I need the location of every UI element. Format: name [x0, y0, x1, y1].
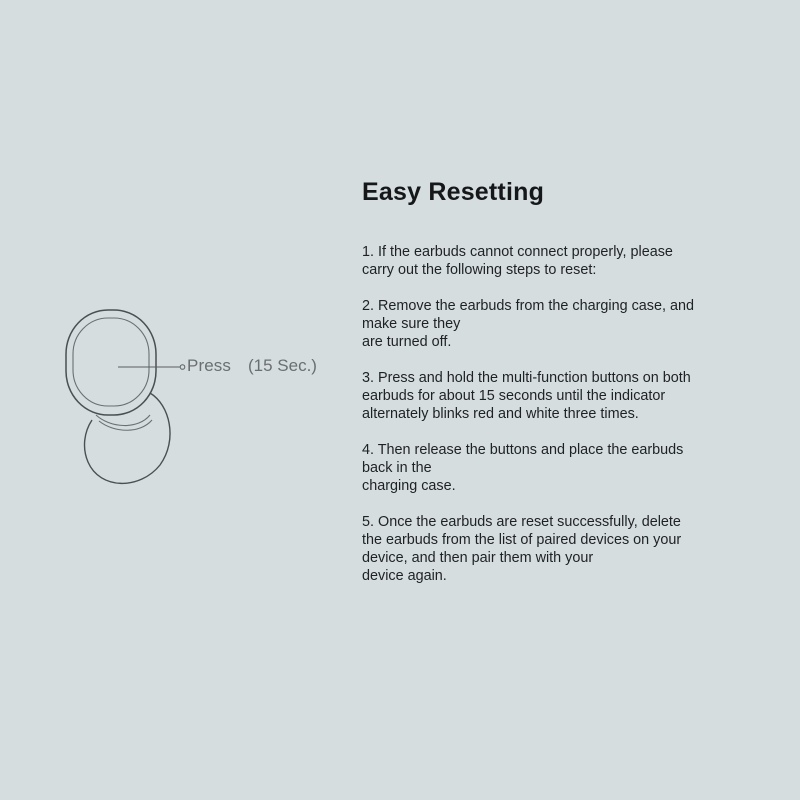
page-title: Easy Resetting	[362, 178, 545, 206]
earbud-icon	[0, 0, 340, 800]
step-1	[362, 243, 772, 279]
step-line: 4. Then release the buttons and place the earbuds	[362, 442, 684, 458]
step-line: are turned off.	[362, 334, 452, 350]
step-line: 5. Once the earbuds are reset successfully, delete	[362, 514, 681, 530]
step-2	[362, 297, 772, 351]
step-line: make sure they	[362, 316, 461, 332]
step-line: 2. Remove the earbuds from the charging case, and	[362, 298, 694, 314]
step-line: earbuds for about 15 seconds until the indicator	[362, 388, 666, 404]
step-line: device, and then pair them with your	[362, 550, 594, 566]
instructions-panel	[362, 176, 772, 603]
leader-dot	[180, 365, 185, 370]
step-line: charging case.	[362, 478, 456, 494]
step-4	[362, 441, 772, 495]
earbud-illustration	[0, 0, 340, 800]
steps-list	[362, 243, 772, 585]
press-label: Press	[187, 356, 231, 375]
step-line: alternately blinks red and white three times.	[362, 406, 639, 422]
step-line: 1. If the earbuds cannot connect properly, please	[362, 244, 673, 260]
step-line: 3. Press and hold the multi-function buttons on both	[362, 370, 691, 386]
press-duration: (15 Sec.)	[248, 356, 317, 375]
step-line: back in the	[362, 460, 432, 476]
step-line: device again.	[362, 568, 447, 584]
step-5	[362, 513, 772, 585]
step-line: the earbuds from the list of paired devices on your	[362, 532, 682, 548]
earbud-body	[66, 310, 156, 415]
step-line: carry out the following steps to reset:	[362, 262, 597, 278]
step-3	[362, 369, 772, 423]
